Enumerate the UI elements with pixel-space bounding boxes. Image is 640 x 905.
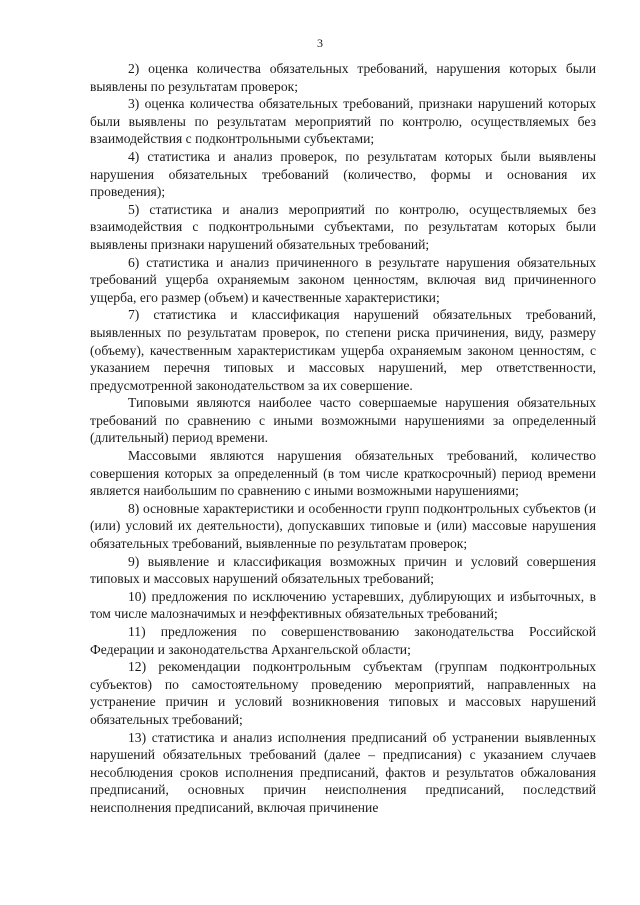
paragraph-item-8: 8) основные характеристики и особенности групп подконтрольных субъектов (и (или) условий их деятельности), допускавших типовые и (или) массовые нарушения обязательных требований, выявленные по результатам проверок;	[90, 500, 596, 552]
page-number: 3	[317, 36, 323, 50]
paragraph-item-4: 4) статистика и анализ проверок, по результатам которых были выявлены нарушения обязательных требований (количество, формы и основания их проведения);	[90, 148, 596, 200]
paragraph-item-3: 3) оценка количества обязательных требований, признаки нарушений которых были выявлены по результатам мероприятий по контролю, осуществляемых без взаимодействия с подконтрольными субъектами;	[90, 96, 596, 147]
paragraph-item-9: 9) выявление и классификация возможных причин и условий совершения типовых и массовых нарушений обязательных требований;	[90, 553, 596, 587]
paragraph-item-13: 13) статистика и анализ исполнения предписаний об устранении выявленных нарушений обязательных требований (далее – предписания) с указанием случаев несоблюдения сроков исполнения предписаний, фактов и результатов обжалования предписаний, основных причин неисполнения предписаний, последствий неисполнения предписаний, включая причинение	[90, 729, 596, 815]
paragraph-item-5: 5) статистика и анализ мероприятий по контролю, осуществляемых без взаимодействия с подконтрольными субъектами, по результатам которых были выявлены признаки нарушений обязательных требований;	[90, 201, 596, 252]
paragraph-mass-definition: Массовыми являются нарушения обязательных требований, количество совершения которых за определенный (в том числе краткосрочный) период времени является наибольшим по сравнению с иными возможными нарушениями;	[90, 448, 596, 499]
paragraph-item-6: 6) статистика и анализ причиненного в результате нарушения обязательных требований ущерба охраняемым законом ценностям, включая вид причиненного ущерба, его размер (объем) и качественные характеристики;	[90, 254, 596, 305]
paragraph-item-2: 2) оценка количества обязательных требований, нарушения которых были выявлены по результатам проверок;	[90, 61, 596, 94]
paragraph-item-12: 12) рекомендации подконтрольным субъектам (группам подконтрольных субъектов) по самостоятельному проведению мероприятий, направленных на устранение причин и условий возникновения типовых и массовых нарушений обязательных требований;	[90, 659, 596, 727]
paragraph-item-7: 7) статистика и классификация нарушений обязательных требований, выявленных по результатам проверок, по степени риска причинения, виду, размеру (объему), качественным характеристикам ущерба охраняемым законом ценностям, с указанием перечня типовых и массовых нарушений, мер ответственности, предусмотренной законодательством за их совершение.	[90, 307, 596, 393]
paragraph-item-11: 11) предложения по совершенствованию законодательства Российской Федерации и законодательства Архангельской области;	[90, 624, 596, 657]
document-body	[90, 60, 596, 817]
paragraph-item-10: 10) предложения по исключению устаревших, дублирующих и избыточных, в том числе малозначимых и неэффективных обязательных требований;	[90, 588, 596, 622]
paragraph-typical-definition: Типовыми являются наиболее часто совершаемые нарушения обязательных требований по сравнению с иными возможными нарушениями за определенный (длительный) период времени.	[90, 395, 596, 446]
